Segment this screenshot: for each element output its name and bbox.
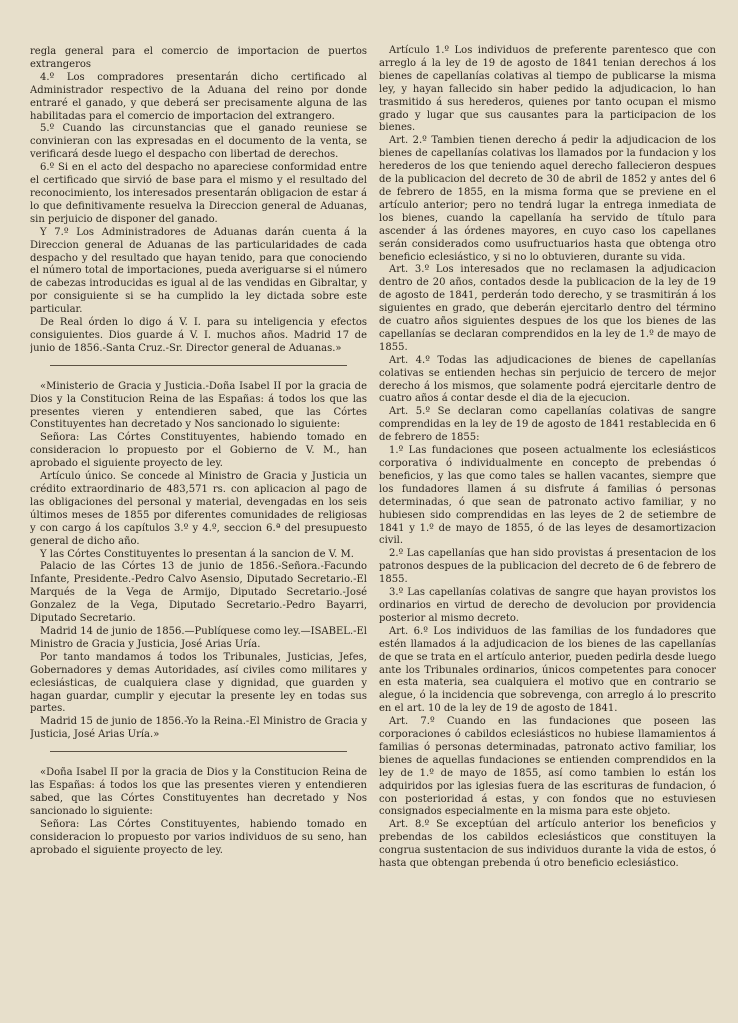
paragraph-yo-la-reina: Madrid 15 de junio de 1856.-Yo la Reina.-El Ministro de Gracia y Justicia, José Arias Uría.» xyxy=(30,716,367,741)
paragraph-law2-senora: Señora: Las Córtes Constituyentes, habiendo tomado en consideracion lo propuesto por varios individuos de su seno, han aprobado el siguiente proyecto de ley. xyxy=(30,818,367,856)
paragraph-articulo-unico: Artículo único. Se concede al Ministro de Gracia y Justicia un crédito extraordinario de 483,571 rs. con aplicacion al pago de las obligaciones del personal y material, devengadas en los seis últimos meses de 1855 por diferentes comunidades de religiosas y con cargo á los capítulos 3.º y 4.º, seccion 6.ª del presupuesto general de dicho año. xyxy=(30,471,367,547)
right-column xyxy=(379,6,716,1023)
paragraph-item-3: 3.º Las capellanías colativas de sangre que hayan provistos los ordinarios en virtud de derecho de devolucion por providencia posterior al mismo decreto. xyxy=(379,587,716,624)
paragraph-articulo-6: Art. 6.º Los individuos de las familias de los fundadores que estén llamados á la adjudicacion de los bienes de las capellanías de que se trata en el artículo anterior, pueden pedirla desde luego ante los Tribunales ordinarios, únicos competentes para conocer en esta materia, sea cualquiera el motivo que en contrario se alegue, ó la incidencia que sobrevenga, con arreglo á lo prescrito en el art. 10 de la ley de 19 de agosto de 1841. xyxy=(379,625,716,715)
section-divider xyxy=(50,365,347,366)
paragraph-item-1: 1.º Las fundaciones que poseen actualmente los eclesiásticos corporativa ó individualmente en concepto de prebendas ó beneficios, y las que como tales se hallen vacantes, siempre que los fundadores llamen á su disfrute á familias ó personas determinadas, ó que sean de patronato activo familiar, y no hubiesen sido comprendidas en las leyes de 2 de setiembre de 1841 y 1.º de mayo de 1855, ó de las leyes de desamortizacion civil. xyxy=(379,445,716,547)
paragraph-rule-6: 6.º Si en el acto del despacho no apareciese conformidad entre el certificado que sirvió de base para el mismo y el resultado del reconocimiento, los interesados presentarán obligacion de estar á lo que definitivamente resuelva la Direccion general de Aduanas, sin perjuicio de disponer del ganado. xyxy=(30,162,367,225)
paragraph-mandamos: Por tanto mandamos á todos los Tribunales, Justicias, Jefes, Gobernadores y demas Autoridades, así civiles como militares y eclesiásticas, de cualquiera clase y dignidad, que guarden y hagan guardar, cumplir y ejecutar la presente ley en todas sus partes. xyxy=(30,651,367,715)
paragraph-continuation: regla general para el comercio de importacion de puertos extrangeros xyxy=(30,46,367,70)
paragraph-articulo-5: Art. 5.º Se declaran como capellanías colativas de sangre comprendidas en la ley de 19 de agosto de 1841 restablecida en 6 de febrero de 1855: xyxy=(379,406,716,444)
paragraph-articulo-4: Art. 4.º Todas las adjudicaciones de bienes de capellanías colativas se entienden hechas sin perjuicio de tercero de mejor derecho á los mismos, que solamente podrá ejercitarle dentro de cuatro años á contar desde el dia de la ejecucion. xyxy=(379,354,716,405)
paragraph-law2-preamble: «Doña Isabel II por la gracia de Dios y la Constitucion Reina de las Españas: á todos los que las presentes vieren y entendieren sabed, que las Córtes Constituyentes han decretado y Nos sancionado lo siguiente: xyxy=(30,767,367,817)
section-divider xyxy=(50,751,347,752)
paragraph-law-preamble: «Ministerio de Gracia y Justicia.-Doña Isabel II por la gracia de Dios y la Constitucion Reina de las Españas: á todos los que las presentes vieren y entendieren sabed, que las Córtes Constituyentes han decretado y Nos sancionado lo siguiente: xyxy=(30,380,367,431)
paragraph-palacio: Palacio de las Córtes 13 de junio de 1856.-Señora.-Facundo Infante, Presidente.-Pedro Calvo Asensio, Diputado Secretario.-El Marqués de la Vega de Armijo, Diputado Secretario.-José Gonzalez de la Vega, Diputado Secretario.-Pedro Bayarri, Diputado Secretario. xyxy=(30,561,367,625)
paragraph-publiquese: Madrid 14 de junio de 1856.—Publíquese como ley.—ISABEL.-El Ministro de Gracia y Justicia, José Arias Uría. xyxy=(30,625,367,650)
page-columns xyxy=(30,6,716,1023)
paragraph-sancion: Y las Córtes Constituyentes lo presentan á la sancion de V. M. xyxy=(40,548,354,560)
paragraph-articulo-2: Art. 2.º Tambien tienen derecho á pedir la adjudicacion de los bienes de capellanías colativas los llamados por la fundacion y los herederos de los que teniendo aquel derecho fallecieron despues de la publicacion del decreto de 30 de abril de 1852 y antes del 6 de febrero de 1855, en la misma forma que se previene en el artículo anterior; pero no tendrá lugar la entrega inmediata de los bienes, cuando la capellanía ha servido de título para ascender á las órdenes mayores, en cuyo caso los capellanes serán considerados como usufructuarios hasta que obtenga otro beneficio eclesiástico, y si no lo obtuvieren, durante su vida. xyxy=(379,135,716,263)
paragraph-rule-7: Y 7.º Los Administradores de Aduanas darán cuenta á la Direccion general de Aduanas de las particularidades de cada despacho y del resultado que hayan tenido, para que conociendo el número total de importaciones, pueda averiguarse si el número de cabezas introducidas es igual al de las vendidas en Gibraltar, y por consiguiente si se ha cumplido la ley dictada sobre este particular. xyxy=(30,226,367,316)
paragraph-articulo-1: Artículo 1.º Los individuos de preferente parentesco que con arreglo á la ley de 19 de agosto de 1841 tenian derechos á los bienes de capellanías colativas al tiempo de publicarse la misma ley, y hayan fallecido sin haber pedido la adjudicacion, lo han trasmitido á sus herederos, quienes por tanto ocupan el mismo grado y lugar que sus causantes para la participacion de los bienes. xyxy=(379,45,716,134)
paragraph-signature-order: De Real órden lo digo á V. I. para su inteligencia y efectos consiguientes. Dios guarde á V. I. muchos años. Madrid 17 de junio de 1856.-Santa Cruz.-Sr. Director general de Aduanas.» xyxy=(30,317,367,354)
paragraph-item-2: 2.º Las capellanías que han sido provistas á presentacion de los patronos despues de la publicacion del decreto de 6 de febrero de 1855. xyxy=(379,548,716,586)
paragraph-articulo-7: Art. 7.º Cuando en las fundaciones que poseen las corporaciones ó cabildos eclesiásticos no hubiese llamamientos á familias ó personas determinadas, patronato activo familiar, los bienes de aquellas fundaciones se entienden comprendidos en la ley de 1.º de mayo de 1855, así como tambien lo están los adquiridos por las iglesias fuera de las escrituras de fundacion, ó con posterioridad á estas, y con fondos que no estuviesen consignados especialmente en la misma para este objeto. xyxy=(379,716,716,818)
paragraph-articulo-3: Art. 3.º Los interesados que no reclamasen la adjudicacion dentro de 20 años, contados desde la publicacion de la ley de 19 de agosto de 1841, perderán todo derecho, y se trasmitirán á los siguientes en grado, que deberán ejercitarlo dentro del término de cuatro años siguientes despues de los que los bienes de las capellanías se declaran comprendidos en la ley de 1.º de mayo de 1855. xyxy=(379,264,716,353)
paragraph-senora: Señora: Las Córtes Constituyentes, habiendo tomado en consideracion lo propuesto por el Gobierno de V. M., han aprobado el siguiente proyecto de ley. xyxy=(30,432,367,470)
paragraph-rule-5: 5.º Cuando las circunstancias que el ganado reuniese se convinieran con las expresadas en el documento de la venta, se verificará desde luego el despacho con libertad de derechos. xyxy=(30,123,367,161)
left-column xyxy=(30,6,367,1023)
paragraph-articulo-8: Art. 8.º Se exceptúan del artículo anterior los beneficios y prebendas de los cabildos eclesiásticos que constituyen la congrua sustentacion de sus individuos durante la vida de estos, ó hasta que obtengan prebenda ú otro beneficio eclesiástico. xyxy=(379,819,716,870)
paragraph-rule-4: 4.º Los compradores presentarán dicho certificado al Administrador respectivo de la Aduana del reino por donde entraré el ganado, y que deberá ser precisamente alguna de las habilitadas para el comercio de importacion del extrangero. xyxy=(30,71,367,122)
